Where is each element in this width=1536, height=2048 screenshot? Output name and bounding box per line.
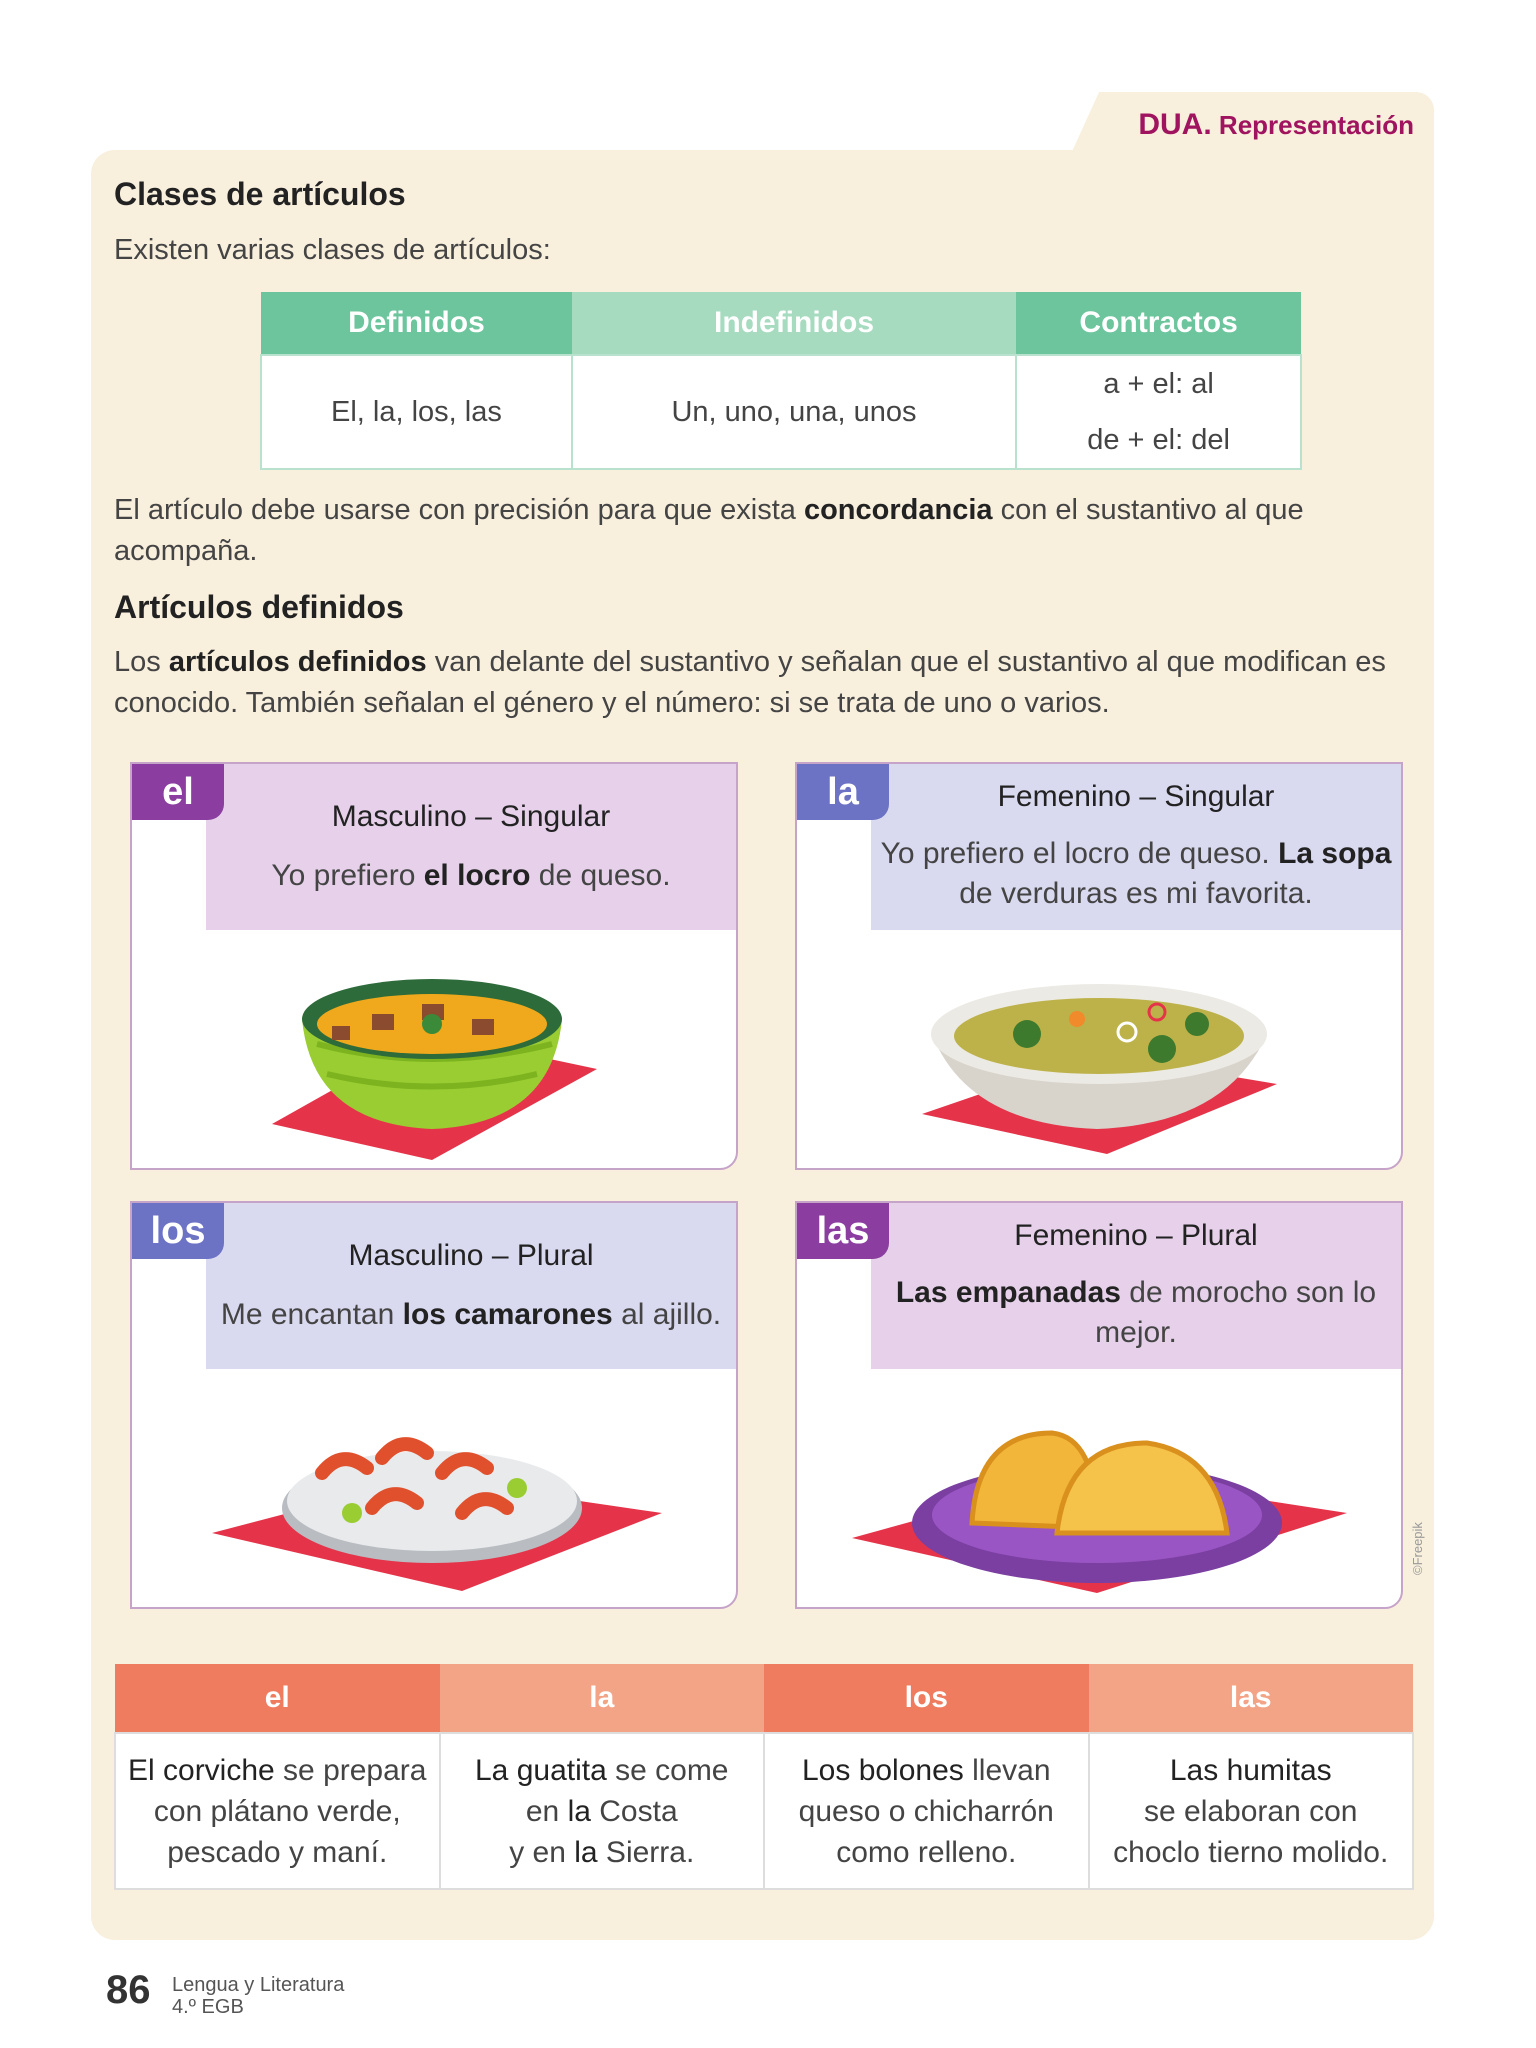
definidos-paragraph: Los artículos definidos van delante del sustantivo y señalan que el sustantivo al que modifican es conocido. También señalan el género y el número: si se trata de uno o varios. [114, 646, 1386, 719]
example-cell-las: Las humitas se elaboran con choclo tierno molido. [1089, 1733, 1414, 1889]
example-header-las: las [1089, 1664, 1414, 1733]
card-band [206, 764, 736, 930]
card-sentence: Yo prefiero el locro de queso. La sopa de verduras es mi favorita. [880, 837, 1392, 910]
cell-definidos: El, la, los, las [261, 355, 572, 469]
card-la [795, 762, 1403, 1170]
card-sentence: Las empanadas de morocho son lo mejor. [895, 1276, 1377, 1349]
example-cell-el: El corviche se prepara con plátano verde, pescado y maní. [115, 1733, 440, 1889]
empanadas-plate-icon [797, 1363, 1401, 1603]
article-tag: las [797, 1203, 889, 1259]
article-tag: los [132, 1203, 224, 1259]
shrimp-plate-icon [132, 1363, 736, 1603]
page-number: 86 [106, 1968, 151, 2012]
example-cell-la: La guatita se come en la Costa y en la Sierra. [440, 1733, 765, 1889]
example-header-la: la [440, 1664, 765, 1733]
image-credit: ©Freepik [1410, 1522, 1425, 1575]
card-el [130, 762, 738, 1170]
vegetable-soup-icon [797, 924, 1401, 1164]
card-sentence: Yo prefiero el locro de queso. [271, 859, 671, 892]
footer-subject: Lengua y Literatura 4.º EGB [172, 1974, 345, 2018]
card-las [795, 1201, 1403, 1609]
locro-bowl-icon [132, 924, 736, 1164]
header-definidos: Definidos [261, 292, 572, 355]
header-contractos: Contractos [1016, 292, 1301, 355]
section-title-classes: Clases de artículos [114, 176, 406, 212]
card-title: Femenino – Plural [1014, 1219, 1258, 1252]
example-header-el: el [115, 1664, 440, 1733]
cell-contractos: a + el: al de + el: del [1016, 355, 1301, 469]
card-title: Femenino – Singular [997, 780, 1275, 813]
card-band [206, 1203, 736, 1369]
section-intro: Existen varias clases de artículos: [114, 234, 551, 266]
article-types-table [260, 292, 1302, 470]
example-cell-los: Los bolones llevan queso o chicharrón como relleno. [764, 1733, 1089, 1889]
examples-table [114, 1664, 1414, 1890]
concordance-note: El artículo debe usarse con precisión para que exista concordancia con el sustantivo al que acompaña. [114, 494, 1304, 567]
section-title-definidos: Artículos definidos [114, 589, 404, 625]
example-header-los: los [764, 1664, 1089, 1733]
card-los [130, 1201, 738, 1609]
card-title: Masculino – Singular [331, 800, 611, 833]
card-sentence: Me encantan los camarones al ajillo. [220, 1298, 722, 1331]
header-indefinidos: Indefinidos [572, 292, 1016, 355]
cell-indefinidos: Un, uno, una, unos [572, 355, 1016, 469]
dua-label: DUA. Representación [1138, 108, 1414, 141]
article-tag: la [797, 764, 889, 820]
article-tag: el [132, 764, 224, 820]
card-title: Masculino – Plural [348, 1239, 594, 1272]
